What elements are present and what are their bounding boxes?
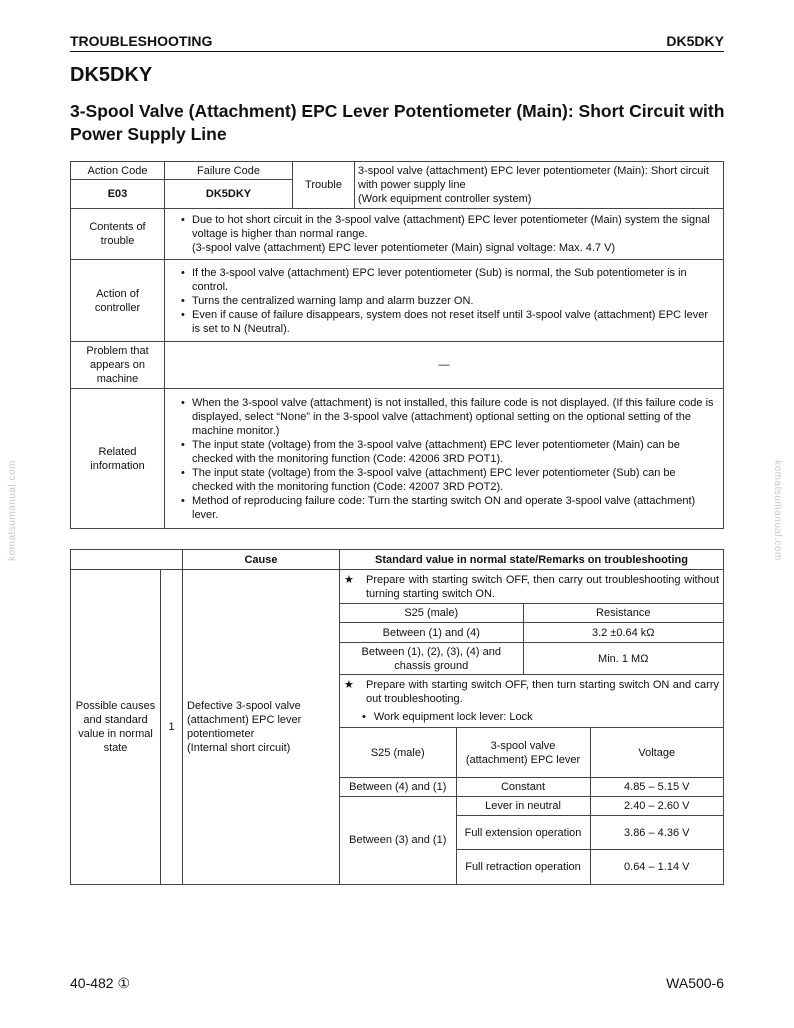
related-label: Related information (71, 389, 165, 529)
related-item: • Method of reproducing failure code: Turn the starting switch ON and operate 3-spool valve (attachment) lever. (183, 494, 717, 522)
res-cell: Between (1), (2), (3), (4) and chassis ground (340, 643, 523, 675)
action-label: Action of controller (71, 260, 165, 342)
failure-info-table (70, 161, 724, 529)
page-title: 3-Spool Valve (Attachment) EPC Lever Potentiometer (Main): Short Circuit with Power Supply Line (70, 101, 725, 144)
model-name: WA500-6 (666, 975, 724, 991)
action-item: • Turns the centralized warning lamp and alarm buzzer ON. (183, 294, 717, 308)
action-item: • Even if cause of failure disappears, system does not reset itself until 3-spool valve (attachment) EPC lever is set to N (Neutral). (183, 308, 717, 336)
trouble-text: 3-spool valve (attachment) EPC lever potentiometer (Main): Short circuit with power supply line (Work equipment controller system) (355, 162, 724, 209)
volt-cell: 0.64 – 1.14 V (590, 850, 723, 884)
standard-header: Standard value in normal state/Remarks on troubleshooting (340, 550, 724, 570)
volt-cell: Constant (456, 778, 590, 797)
res-cell: Min. 1 MΩ (523, 643, 723, 675)
action-code: E03 (71, 180, 165, 209)
note-2: Prepare with starting switch OFF, then turn starting switch ON and carry out troubleshooting. (366, 679, 719, 705)
contents-label: Contents of trouble (71, 209, 165, 260)
problem-label: Problem that appears on machine (71, 342, 165, 389)
cause-text: Defective 3-spool valve (attachment) EPC lever potentiometer (Internal short circuit) (183, 570, 340, 885)
res-header: S25 (male) (340, 604, 523, 623)
action-code-label: Action Code (71, 162, 165, 180)
resistance-table (340, 603, 723, 675)
volt-cell: 4.85 – 5.15 V (590, 778, 723, 797)
watermark-right: komatsumanual.com (771, 460, 783, 561)
trouble-label: Trouble (293, 162, 355, 209)
cause-table (70, 549, 724, 885)
header-failure-code: DK5DKY (666, 33, 724, 49)
res-cell: 3.2 ±0.64 kΩ (523, 623, 723, 643)
note-1: Prepare with starting switch OFF, then carry out troubleshooting without turning starting switch ON. (366, 574, 719, 600)
related-item: • The input state (voltage) from the 3-spool valve (attachment) EPC lever potentiometer (Sub) can be checked with the monitoring function (Code: 42007 3RD POT2). (183, 466, 717, 494)
res-cell: Between (1) and (4) (340, 623, 523, 643)
volt-group-label: Between (3) and (1) (340, 797, 456, 884)
cause-header: Cause (183, 550, 340, 570)
res-header: Resistance (523, 604, 723, 623)
volt-cell: Full retraction operation (456, 850, 590, 884)
watermark-left: komatsumanual.com (6, 460, 18, 561)
possible-causes-label: Possible causes and standard value in normal state (71, 570, 161, 885)
page-header (70, 33, 724, 52)
volt-cell: 3.86 – 4.36 V (590, 816, 723, 850)
star-icon: ★ (344, 574, 354, 586)
page-number: 40-482 ① (70, 975, 131, 991)
volt-cell: Full extension operation (456, 816, 590, 850)
action-item: • If the 3-spool valve (attachment) EPC lever potentiometer (Sub) is normal, the Sub potentiometer is in control. (183, 266, 717, 294)
contents-item: • Due to hot short circuit in the 3-spool valve (attachment) EPC lever potentiometer (Main) system the signal voltage is higher than normal range. (3-spool valve (attachment) EPC lever potentiometer (Main) signal voltage: Max. 4.7 V) (183, 213, 717, 255)
section-title: TROUBLESHOOTING (70, 33, 213, 49)
failure-code-label: Failure Code (165, 162, 293, 180)
related-item: • When the 3-spool valve (attachment) is not installed, this failure code is not displayed. (If this failure code is displayed, select “None” in the 3-spool valve (attachment) optional setting on the optional setting of the machine monitor.) (183, 396, 717, 438)
volt-cell: Between (4) and (1) (340, 778, 456, 797)
failure-code: DK5DKY (165, 180, 293, 209)
volt-header: 3-spool valve (attachment) EPC lever (456, 728, 590, 778)
volt-header: S25 (male) (340, 728, 456, 778)
item-number: 1 (161, 570, 183, 885)
failure-code-heading: DK5DKY (70, 64, 153, 86)
problem-text: — (165, 342, 724, 389)
volt-cell: 2.40 – 2.60 V (590, 797, 723, 816)
note-2-sub: • Work equipment lock lever: Lock (340, 710, 723, 727)
voltage-table (340, 727, 723, 884)
star-icon: ★ (344, 679, 354, 691)
volt-header: Voltage (590, 728, 723, 778)
related-item: • The input state (voltage) from the 3-spool valve (attachment) EPC lever potentiometer (Main) can be checked with the monitoring function (Code: 42006 3RD POT1). (183, 438, 717, 466)
volt-cell: Lever in neutral (456, 797, 590, 816)
